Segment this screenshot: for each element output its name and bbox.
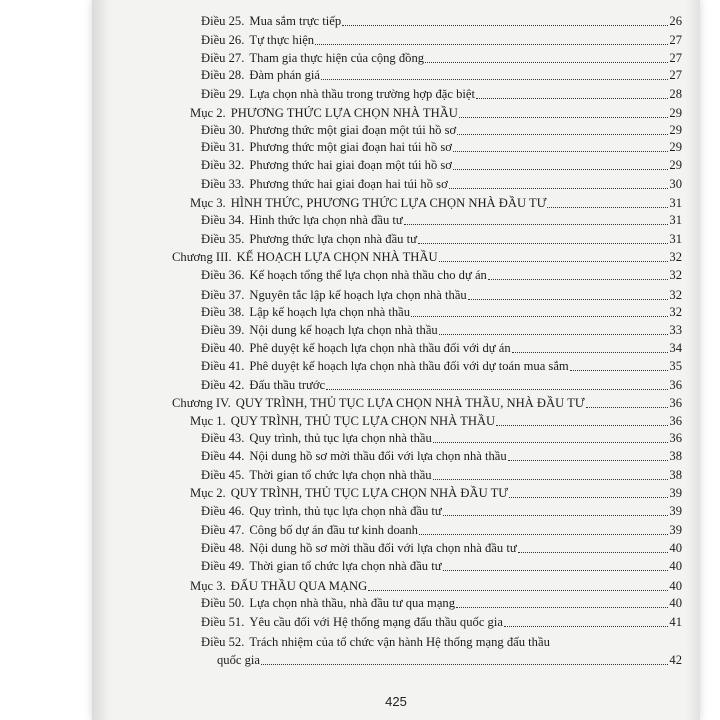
toc-entry-page: 32 xyxy=(669,268,682,282)
toc-article xyxy=(201,177,682,192)
toc-entry-title: Phương thức lựa chọn nhà đầu tư xyxy=(249,232,417,246)
toc-article xyxy=(201,615,682,630)
toc-entry-number: Điều 28. xyxy=(201,68,245,82)
toc-entry-title: Mua sắm trực tiếp xyxy=(249,14,342,28)
toc-entry-title: Lựa chọn nhà thầu, nhà đầu tư qua mạng xyxy=(249,596,456,610)
toc-entry-title: Công bố dự án đầu tư kinh doanh xyxy=(249,523,418,537)
toc-entry-number: Mục 2. xyxy=(190,486,226,500)
toc-entry-page: 31 xyxy=(669,196,682,210)
dot-leader xyxy=(321,78,668,80)
toc-article xyxy=(201,305,682,320)
toc-entry-page: 42 xyxy=(669,653,682,667)
dot-leader xyxy=(456,606,668,608)
toc-article xyxy=(201,213,682,228)
toc-article xyxy=(201,123,682,138)
toc-entry-number: Điều 29. xyxy=(201,87,245,101)
toc-entry-page: 29 xyxy=(669,106,682,120)
dot-leader xyxy=(342,24,668,26)
dot-leader xyxy=(488,278,669,280)
toc-entry-number: Mục 1. xyxy=(190,414,226,428)
toc-article xyxy=(201,635,682,650)
dot-leader xyxy=(476,97,668,99)
dot-leader xyxy=(404,223,669,225)
toc-entry-page: 30 xyxy=(669,177,682,191)
toc-chapter xyxy=(172,250,682,265)
toc-entry-page: 29 xyxy=(669,123,682,137)
toc-entry-title: HÌNH THỨC, PHƯƠNG THỨC LỰA CHỌN NHÀ ĐẦU TƯ xyxy=(230,196,547,210)
toc-entry-page: 27 xyxy=(669,33,682,47)
toc-entry-title: Phương thức hai giai đoạn hai túi hồ sơ xyxy=(249,177,448,191)
toc-entry-title: Quy trình, thủ tục lựa chọn nhà thầu xyxy=(249,431,432,445)
toc-entry-page: 38 xyxy=(669,449,682,463)
dot-leader xyxy=(439,260,669,262)
dot-leader xyxy=(518,551,669,553)
toc-article xyxy=(201,288,682,303)
toc-entry-page: 32 xyxy=(669,305,682,319)
toc-article xyxy=(201,51,682,66)
toc-entry-page: 36 xyxy=(669,378,682,392)
toc-entry-title: Phê duyệt kế hoạch lựa chọn nhà thầu đối với dự toán mua sắm xyxy=(249,359,569,373)
toc-entry-title: KẾ HOẠCH LỰA CHỌN NHÀ THẦU xyxy=(236,250,438,264)
dot-leader xyxy=(419,533,668,535)
dot-leader xyxy=(512,351,669,353)
dot-leader xyxy=(443,569,669,571)
toc-entry-page: 31 xyxy=(669,213,682,227)
toc-entry-number: Điều 27. xyxy=(201,51,245,65)
dot-leader xyxy=(326,388,668,390)
dot-leader xyxy=(453,168,668,170)
toc-article xyxy=(201,33,682,48)
toc-entry-page: 41 xyxy=(669,615,682,629)
toc-section xyxy=(190,414,682,429)
toc-entry-title: PHƯƠNG THỨC LỰA CHỌN NHÀ THẦU xyxy=(230,106,458,120)
toc-entry-number: Điều 49. xyxy=(201,559,245,573)
toc-article xyxy=(201,541,682,556)
toc-entry-number: Điều 41. xyxy=(201,359,245,373)
toc-entry-number: Điều 35. xyxy=(201,232,245,246)
toc-article xyxy=(201,323,682,338)
toc-article xyxy=(201,268,682,283)
toc-entry-number: Điều 48. xyxy=(201,541,245,555)
toc-article xyxy=(201,87,682,102)
toc-article xyxy=(201,68,682,83)
dot-leader xyxy=(547,206,668,208)
toc-entry-number: Điều 51. xyxy=(201,615,245,629)
toc-entry-number: Mục 2. xyxy=(190,106,226,120)
toc-entry-number: Điều 37. xyxy=(201,288,245,302)
dot-leader xyxy=(368,589,668,591)
toc-entry-page: 28 xyxy=(669,87,682,101)
toc-entry-title: Đàm phán giá xyxy=(249,68,321,82)
toc-entry-title: Yêu cầu đối với Hệ thống mạng đấu thầu quốc gia xyxy=(249,615,503,629)
dot-leader xyxy=(496,424,668,426)
toc-chapter xyxy=(172,396,682,411)
toc-entry-number: Điều 52. xyxy=(201,635,245,649)
toc-entry-page: 29 xyxy=(669,158,682,172)
toc-entry-number: Điều 50. xyxy=(201,596,245,610)
toc-entry-number: Điều 47. xyxy=(201,523,245,537)
toc-entry-page: 40 xyxy=(669,559,682,573)
dot-leader xyxy=(504,625,668,627)
toc-entry-title: Hình thức lựa chọn nhà đầu tư xyxy=(249,213,403,227)
toc-entry-title: Nội dung hồ sơ mời thầu đối với lựa chọn nhà đầu tư xyxy=(249,541,517,555)
toc-article xyxy=(201,158,682,173)
toc-entry-title: Nguyên tắc lập kế hoạch lựa chọn nhà thầu xyxy=(249,288,467,302)
toc-entry-title: Lập kế hoạch lựa chọn nhà thầu xyxy=(249,305,411,319)
toc-entry-title: Phương thức một giai đoạn một túi hồ sơ xyxy=(249,123,457,137)
dot-leader xyxy=(449,187,669,189)
toc-entry-title: Phương thức hai giai đoạn một túi hồ sơ xyxy=(249,158,452,172)
toc-entry-page: 34 xyxy=(669,341,682,355)
toc-article xyxy=(201,596,682,611)
toc-entry-page: 35 xyxy=(669,359,682,373)
book-page xyxy=(92,0,700,720)
toc-entry-title: Thời gian tổ chức lựa chọn nhà đầu tư xyxy=(249,559,442,573)
toc-entry-number: Điều 26. xyxy=(201,33,245,47)
dot-leader xyxy=(418,242,668,244)
toc-entry-number: Chương III. xyxy=(172,250,232,264)
toc-entry-title-continued: quốc gia xyxy=(217,653,261,667)
toc-entry-title: Lựa chọn nhà thầu trong trường hợp đặc biệt xyxy=(249,87,475,101)
toc-entry-title: Trách nhiệm của tổ chức vận hành Hệ thống mạng đấu thầu xyxy=(249,635,550,649)
toc-article xyxy=(201,14,682,29)
toc-entry-page: 32 xyxy=(669,288,682,302)
toc-entry-number: Điều 46. xyxy=(201,504,245,518)
toc-entry-number: Điều 33. xyxy=(201,177,245,191)
toc-entry-page: 31 xyxy=(669,232,682,246)
toc-entry-number: Điều 44. xyxy=(201,449,245,463)
toc-article xyxy=(201,468,682,483)
toc-entry-title: Phê duyệt kế hoạch lựa chọn nhà thầu đối với dự án xyxy=(249,341,511,355)
toc-entry-number: Điều 42. xyxy=(201,378,245,392)
toc-entry-number: Điều 38. xyxy=(201,305,245,319)
toc-entry-number: Mục 3. xyxy=(190,579,226,593)
toc-entry-number: Điều 39. xyxy=(201,323,245,337)
toc-article xyxy=(201,341,682,356)
toc-entry-page: 39 xyxy=(669,504,682,518)
toc-entry-page: 27 xyxy=(669,68,682,82)
toc-section xyxy=(190,579,682,594)
toc-entry-title: Thời gian tổ chức lựa chọn nhà thầu xyxy=(249,468,432,482)
toc-article xyxy=(201,504,682,519)
dot-leader xyxy=(261,663,668,665)
toc-entry-number: Điều 34. xyxy=(201,213,245,227)
toc-entry-title: QUY TRÌNH, THỦ TỤC LỰA CHỌN NHÀ THẦU, NHÀ ĐẦU TƯ xyxy=(235,396,585,410)
toc-entry-page: 40 xyxy=(669,596,682,610)
toc-section xyxy=(190,486,682,501)
page-number: 425 xyxy=(385,694,407,709)
toc-entry-number: Điều 32. xyxy=(201,158,245,172)
toc-article xyxy=(201,431,682,446)
toc-entry-page: 33 xyxy=(669,323,682,337)
toc-entry-page: 29 xyxy=(669,140,682,154)
toc-entry-title: ĐẤU THẦU QUA MẠNG xyxy=(230,579,368,593)
toc-section xyxy=(190,196,682,211)
toc-entry-title: Nội dung kế hoạch lựa chọn nhà thầu xyxy=(249,323,438,337)
toc-entry-number: Điều 25. xyxy=(201,14,245,28)
toc-entry-page: 40 xyxy=(669,541,682,555)
toc-entry-title: Nội dung hồ sơ mời thầu đối với lựa chọn nhà thầu xyxy=(249,449,507,463)
table-of-contents xyxy=(92,0,700,720)
toc-article-continuation xyxy=(217,653,682,668)
toc-entry-title: Đấu thầu trước xyxy=(249,378,326,392)
dot-leader xyxy=(509,496,668,498)
toc-entry-number: Chương IV. xyxy=(172,396,231,410)
dot-leader xyxy=(457,133,668,135)
dot-leader xyxy=(586,406,669,408)
toc-article xyxy=(201,140,682,155)
toc-entry-number: Điều 43. xyxy=(201,431,245,445)
toc-article xyxy=(201,523,682,538)
toc-article xyxy=(201,449,682,464)
toc-entry-page: 40 xyxy=(669,579,682,593)
toc-article xyxy=(201,359,682,374)
dot-leader xyxy=(439,333,669,335)
dot-leader xyxy=(425,61,668,63)
toc-entry-title: Quy trình, thủ tục lựa chọn nhà đầu tư xyxy=(249,504,442,518)
toc-article xyxy=(201,232,682,247)
dot-leader xyxy=(508,459,669,461)
dot-leader xyxy=(433,441,669,443)
dot-leader xyxy=(459,116,669,118)
toc-entry-number: Điều 31. xyxy=(201,140,245,154)
toc-entry-page: 27 xyxy=(669,51,682,65)
dot-leader xyxy=(315,43,668,45)
toc-entry-title: Tự thực hiện xyxy=(249,33,315,47)
toc-entry-page: 36 xyxy=(669,414,682,428)
toc-article xyxy=(201,559,682,574)
toc-entry-number: Điều 45. xyxy=(201,468,245,482)
toc-article xyxy=(201,378,682,393)
dot-leader xyxy=(411,315,668,317)
dot-leader xyxy=(443,514,669,516)
toc-entry-page: 36 xyxy=(669,431,682,445)
toc-entry-number: Điều 40. xyxy=(201,341,245,355)
toc-entry-title: Kế hoạch tổng thể lựa chọn nhà thầu cho dự án xyxy=(249,268,487,282)
toc-entry-number: Mục 3. xyxy=(190,196,226,210)
toc-entry-number: Điều 36. xyxy=(201,268,245,282)
toc-entry-title: QUY TRÌNH, THỦ TỤC LỰA CHỌN NHÀ THẦU xyxy=(230,414,496,428)
toc-entry-page: 39 xyxy=(669,486,682,500)
toc-entry-page: 32 xyxy=(669,250,682,264)
toc-entry-title: Phương thức một giai đoạn hai túi hồ sơ xyxy=(249,140,452,154)
dot-leader xyxy=(453,150,668,152)
toc-entry-title: Tham gia thực hiện của cộng đồng xyxy=(249,51,425,65)
toc-entry-page: 39 xyxy=(669,523,682,537)
toc-section xyxy=(190,106,682,121)
toc-entry-title: QUY TRÌNH, THỦ TỤC LỰA CHỌN NHÀ ĐẦU TƯ xyxy=(230,486,509,500)
dot-leader xyxy=(433,478,669,480)
toc-entry-page: 36 xyxy=(669,396,682,410)
toc-entry-page: 26 xyxy=(669,14,682,28)
toc-entry-number: Điều 30. xyxy=(201,123,245,137)
dot-leader xyxy=(570,369,669,371)
dot-leader xyxy=(468,298,669,300)
toc-entry-page: 38 xyxy=(669,468,682,482)
